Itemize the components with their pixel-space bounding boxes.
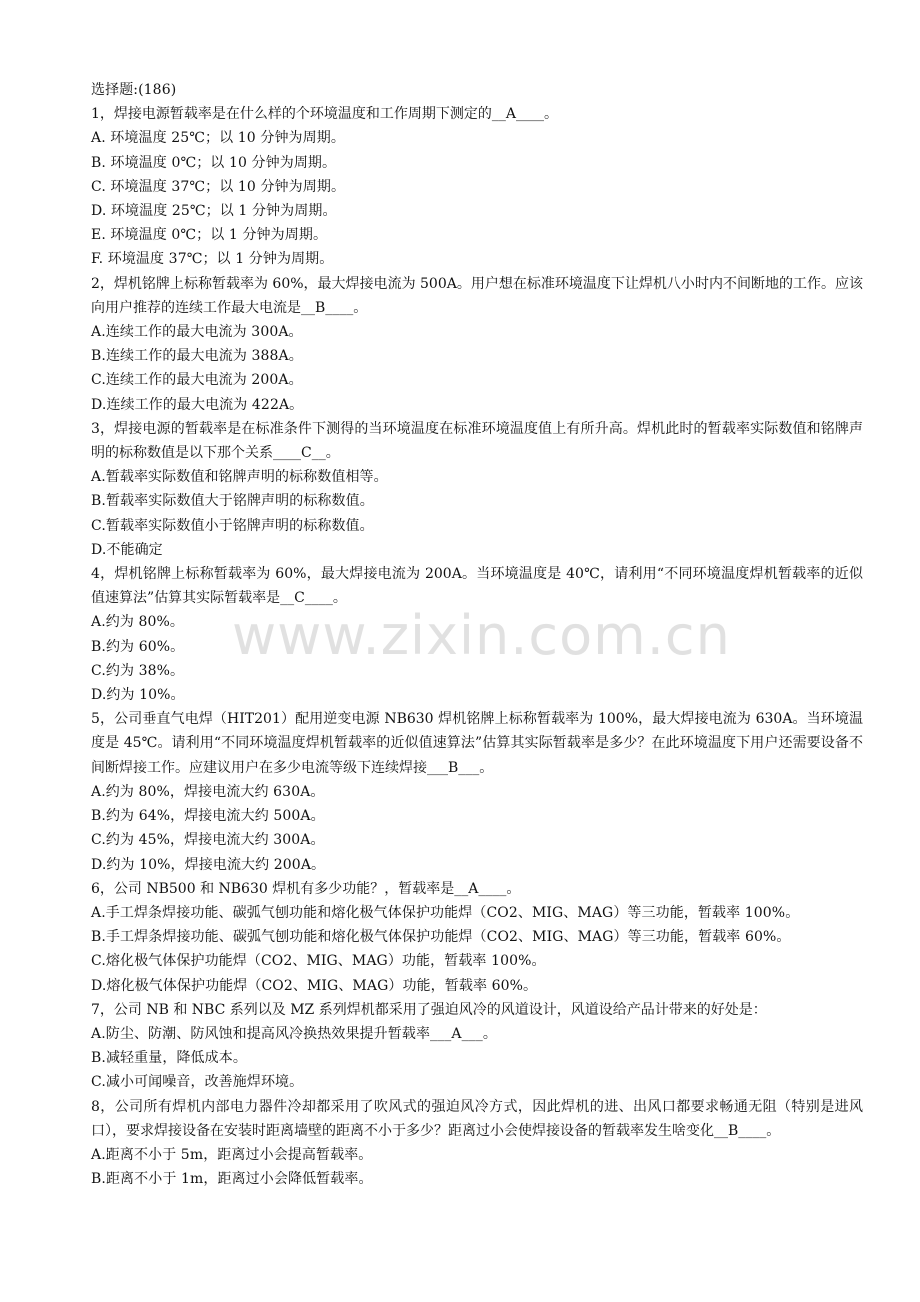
- option-c: C.约为 38%。: [91, 662, 185, 679]
- question-text: 2，焊机铭牌上标称暂载率为 60%，最大焊接电流为 500A。用户想在标准环境温度下让焊机八小时内不间断地的工作。应该向用户推荐的连续工作最大电流是__B____。: [91, 275, 863, 316]
- question-text: 8，公司所有焊机内部电力器件冷却都采用了吹风式的强迫风冷方式，因此焊机的进、出风口都要求畅通无阻（特别是进风口），要求焊接设备在安装时距离墙壁的距离不小于多少？距离过小会使焊接设备的暂载率发生啥变化__B____。: [91, 1098, 863, 1139]
- option-e: E. 环境温度 0℃；以 1 分钟为周期。: [91, 227, 328, 244]
- question-3: [91, 417, 863, 562]
- question-1: [91, 102, 863, 271]
- option-a: A.暂载率实际数值和铭牌声明的标称数值相等。: [91, 469, 388, 486]
- option-a: A.约为 80%。: [91, 614, 185, 631]
- option-a: A.防尘、防潮、防风蚀和提高风冷换热效果提升暂载率___A___。: [91, 1025, 497, 1042]
- option-a: A.手工焊条焊接功能、碳弧气刨功能和熔化极气体保护功能焊（CO2、MIG、MAG）等三功能，暂载率 100%。: [91, 904, 800, 921]
- option-d: D.约为 10%。: [91, 687, 185, 704]
- question-text: 3，焊接电源的暂载率是在标准条件下测得的当环境温度在标准环境温度值上有所升高。焊机此时的暂载率实际数值和铭牌声明的标称数值是以下那个关系____C__。: [91, 420, 863, 462]
- option-a: A.约为 80%，焊接电流大约 630A。: [91, 783, 325, 800]
- option-d: D. 环境温度 25℃；以 1 分钟为周期。: [91, 203, 337, 220]
- option-c: C.暂载率实际数值小于铭牌声明的标称数值。: [91, 517, 374, 534]
- option-c: C.约为 45%，焊接电流大约 300A。: [91, 832, 325, 849]
- option-b: B.约为 64%，焊接电流大约 500A。: [91, 808, 325, 825]
- option-b: B.手工焊条焊接功能、碳弧气刨功能和熔化极气体保护功能焊（CO2、MIG、MAG）等三功能，暂载率 60%。: [91, 929, 791, 946]
- option-a: A.距离不小于 5m，距离过小会提高暂载率。: [91, 1146, 373, 1163]
- question-text: 1，焊接电源暂载率是在什么样的个环境温度和工作周期下测定的__A____。: [91, 106, 559, 123]
- option-d: D.约为 10%，焊接电流大约 200A。: [91, 856, 326, 873]
- option-b: B.距离不小于 1m，距离过小会降低暂载率。: [91, 1171, 373, 1188]
- document-page: [91, 78, 863, 1191]
- question-5: [91, 707, 863, 876]
- question-2: [91, 272, 863, 417]
- option-c: C.连续工作的最大电流为 200A。: [91, 372, 303, 389]
- option-b: B. 环境温度 0℃；以 10 分钟为周期。: [91, 154, 337, 171]
- question-4: [91, 562, 863, 707]
- option-c: C.熔化极气体保护功能焊（CO2、MIG、MAG）功能，暂载率 100%。: [91, 953, 546, 970]
- question-8: [91, 1095, 863, 1192]
- option-f: F. 环境温度 37℃；以 1 分钟为周期。: [91, 251, 334, 268]
- option-d: D.熔化极气体保护功能焊（CO2、MIG、MAG）功能，暂载率 60%。: [91, 977, 538, 994]
- watermark: www.zixin.com.cn: [232, 604, 731, 667]
- option-c: C. 环境温度 37℃；以 10 分钟为周期。: [91, 178, 346, 195]
- section-header: 选择题:(186): [91, 82, 177, 98]
- question-text: 4，焊机铭牌上标称暂载率为 60%，最大焊接电流为 200A。当环境温度是 40℃，请利用“不同环境温度焊机暂载率的近似值速算法”估算其实际暂载率是__C____。: [91, 566, 863, 607]
- question-7: [91, 998, 863, 1095]
- question-6: [91, 877, 863, 998]
- option-b: B.暂载率实际数值大于铭牌声明的标称数值。: [91, 493, 374, 510]
- question-text: 6，公司 NB500 和 NB630 焊机有多少功能？，暂载率是__A____。: [91, 880, 521, 897]
- option-c: C.减小可闻噪音，改善施焊环境。: [91, 1074, 304, 1091]
- question-text: 5，公司垂直气电焊（HIT201）配用逆变电源 NB630 焊机铭牌上标称暂载率为 100%，最大焊接电流为 630A。当环境温度是 45℃。请利用“不同环境温度焊机暂载率的近似值速算法”估算其实际暂载率是多少？在此环境温度下用户还需要设备不间断焊接工作。应建议用户在多少电流等级下连续焊接___B___。: [91, 711, 863, 776]
- option-a: A. 环境温度 25℃；以 10 分钟为周期。: [91, 130, 345, 147]
- option-d: D.不能确定: [91, 541, 163, 558]
- option-b: B.约为 60%。: [91, 638, 185, 655]
- option-b: B.连续工作的最大电流为 388A。: [91, 348, 303, 365]
- option-d: D.连续工作的最大电流为 422A。: [91, 396, 304, 413]
- option-a: A.连续工作的最大电流为 300A。: [91, 324, 303, 341]
- question-text: 7，公司 NB 和 NBC 系列以及 MZ 系列焊机都采用了强迫风冷的风道设计，风道设给产品计带来的好处是：: [91, 1001, 767, 1018]
- option-b: B.减轻重量，降低成本。: [91, 1050, 247, 1067]
